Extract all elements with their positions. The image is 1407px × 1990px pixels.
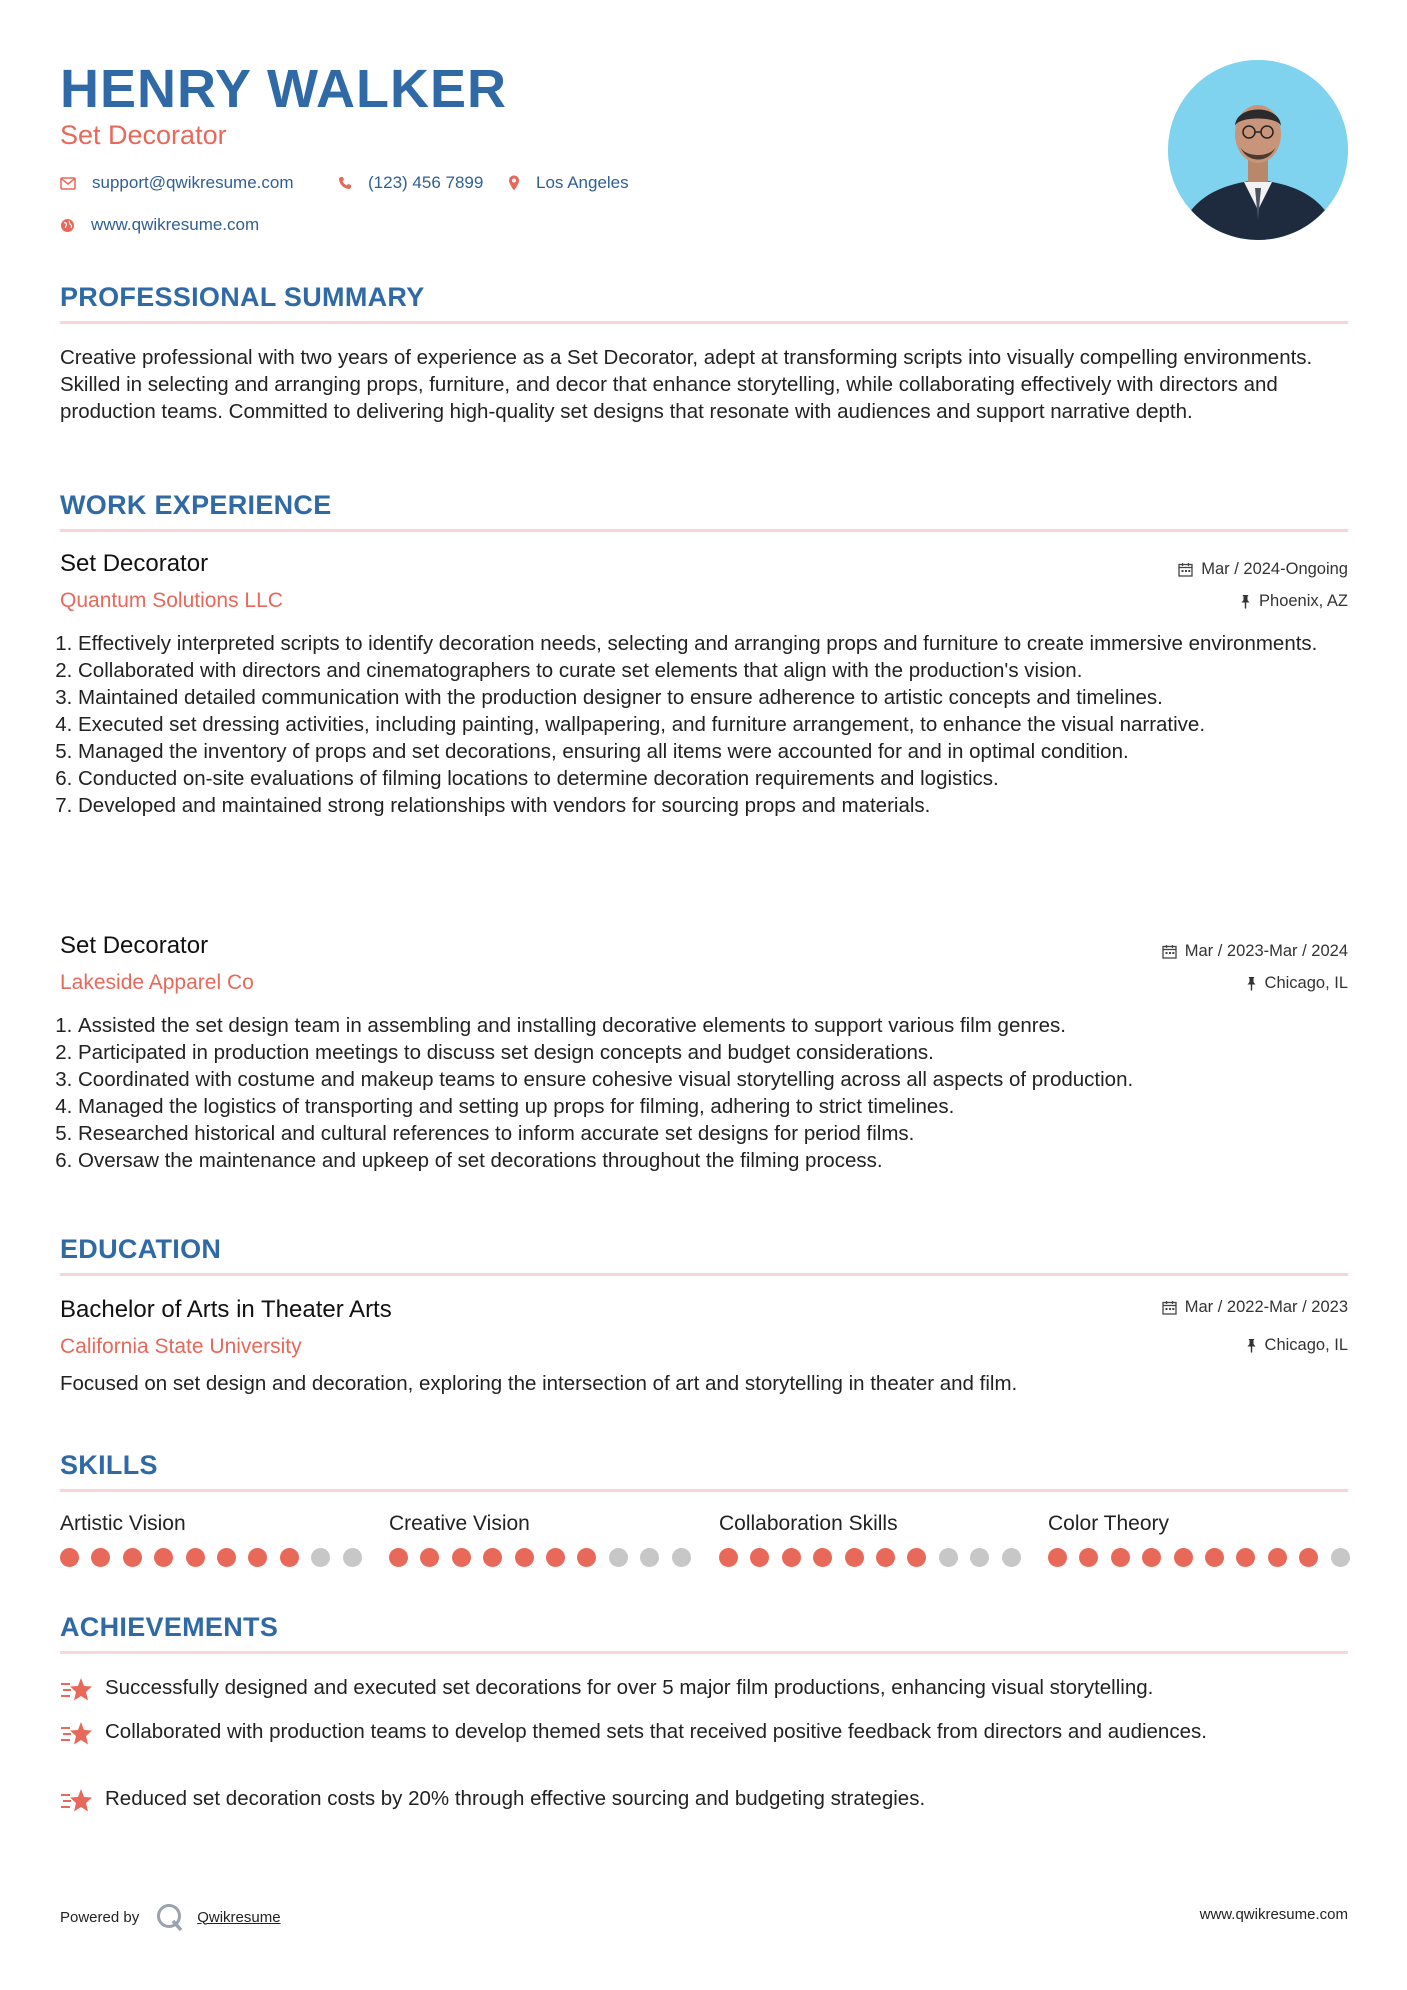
skill-dot-filled [1268,1548,1287,1567]
globe-icon [60,218,75,233]
skill-dot-filled [546,1548,565,1567]
candidate-name: HENRY WALKER [60,59,508,119]
achievement-text: Successfully designed and executed set decorations for over 5 major film productions, enhancing visual storytelling. [105,1676,1154,1699]
skill-rating [719,1548,1033,1567]
skill-dot-filled [217,1548,236,1567]
contact-phone[interactable] [338,173,483,193]
contact-email[interactable] [60,173,294,193]
job-date-text: Mar / 2023-Mar / 2024 [1184,942,1348,960]
list-item: 2. Collaborated with directors and cinematographers to curate set elements that align with the production's vision. [78,657,1368,684]
skill-dot-filled [813,1548,832,1567]
achievement-text: Reduced set decoration costs by 20% through effective sourcing and budgeting strategies. [105,1787,926,1810]
job-bullets [60,1012,1368,1174]
list-item: 2. Participated in production meetings to discuss set design concepts and budget considerations. [78,1039,1368,1066]
job-date [1178,560,1348,579]
job-title: Set Decorator [60,932,209,959]
pushpin-icon [1246,976,1257,991]
pushpin-icon [1240,594,1251,609]
job-date-text: Mar / 2024-Ongoing [1201,560,1348,578]
qwikresume-logo-icon [155,1902,185,1932]
skill-dot-filled [515,1548,534,1567]
list-item: 1. Assisted the set design team in assembling and installing decorative elements to support various film genres. [78,1012,1368,1039]
achievements-heading: ACHIEVEMENTS [60,1612,279,1642]
job-date [1162,942,1348,961]
calendar-icon [1178,562,1193,577]
job-location [1240,592,1348,611]
skill-dot-filled [186,1548,205,1567]
skills-heading: SKILLS [60,1450,158,1480]
job-location-text: Chicago, IL [1264,974,1348,992]
skill-dot-filled [389,1548,408,1567]
skill-dot-filled [1142,1548,1161,1567]
skill-dot-filled [845,1548,864,1567]
education-location-text: Chicago, IL [1264,1336,1348,1354]
skill-dot-filled [452,1548,471,1567]
job-bullets [60,630,1368,819]
shooting-star-icon [60,1720,93,1747]
list-item: 5. Researched historical and cultural references to inform accurate set designs for period films. [78,1120,1368,1147]
skill-dot-filled [280,1548,299,1567]
skill-name: Color Theory [1048,1512,1169,1535]
job-title: Set Decorator [60,550,209,577]
education-location [1246,1336,1348,1355]
skill-dot-filled [60,1548,79,1567]
skill-dot-empty [311,1548,330,1567]
job-location-text: Phoenix, AZ [1259,592,1348,610]
skill-name: Collaboration Skills [719,1512,898,1535]
qwikresume-link[interactable]: Qwikresume [197,1908,281,1926]
section-divider [60,1489,1348,1492]
calendar-icon [1162,944,1177,959]
skill-dot-filled [1174,1548,1193,1567]
skill-dot-filled [719,1548,738,1567]
skill-name: Artistic Vision [60,1512,186,1535]
portrait-illustration [1168,60,1348,240]
skill-dot-filled [483,1548,502,1567]
job-location [1246,974,1348,993]
company-name: Lakeside Apparel Co [60,971,254,994]
skill-dot-filled [1048,1548,1067,1567]
section-divider [60,1273,1348,1276]
education-date [1162,1298,1348,1317]
list-item: 4. Executed set dressing activities, including painting, wallpapering, and furniture arrangement, to enhance the visual narrative. [78,711,1368,738]
school-name: California State University [60,1335,302,1358]
contact-website[interactable] [60,215,259,235]
achievement-item [60,1674,1350,1703]
experience-heading: WORK EXPERIENCE [60,490,332,520]
skill-rating [389,1548,703,1567]
skill-dot-filled [577,1548,596,1567]
calendar-icon [1162,1300,1177,1315]
skill-dot-filled [1079,1548,1098,1567]
website-text: www.qwikresume.com [91,215,260,234]
skill-name: Creative Vision [389,1512,530,1535]
powered-by-label: Powered by [60,1908,140,1926]
skill-dot-empty [970,1548,989,1567]
shooting-star-icon [60,1787,93,1814]
footer-powered-by [60,1902,281,1932]
mail-icon [60,177,76,190]
phone-icon [338,176,352,190]
phone-text: (123) 456 7899 [368,173,484,192]
list-item: 4. Managed the logistics of transporting and setting up props for filming, adhering to strict timelines. [78,1093,1368,1120]
degree-title: Bachelor of Arts in Theater Arts [60,1296,392,1323]
education-heading: EDUCATION [60,1234,222,1264]
skill-rating [60,1548,374,1567]
section-divider [60,1651,1348,1654]
education-date-text: Mar / 2022-Mar / 2023 [1184,1298,1348,1316]
pushpin-icon [1246,1338,1257,1353]
section-divider [60,529,1348,532]
achievement-item [60,1718,1350,1747]
skill-dot-filled [248,1548,267,1567]
skill-dot-filled [1205,1548,1224,1567]
candidate-role: Set Decorator [60,120,227,150]
skill-dot-empty [672,1548,691,1567]
skill-dot-filled [91,1548,110,1567]
section-divider [60,321,1348,324]
skill-dot-empty [609,1548,628,1567]
location-text: Los Angeles [536,173,629,192]
company-name: Quantum Solutions LLC [60,589,283,612]
skill-dot-empty [640,1548,659,1567]
education-description: Focused on set design and decoration, exploring the intersection of art and storytelling in theater and film. [60,1372,1018,1395]
skill-dot-filled [1299,1548,1318,1567]
contact-location [508,173,629,193]
list-item: 3. Coordinated with costume and makeup teams to ensure cohesive visual storytelling across all aspects of production. [78,1066,1368,1093]
skill-dot-filled [1236,1548,1255,1567]
skill-dot-filled [907,1548,926,1567]
list-item: 6. Oversaw the maintenance and upkeep of set decorations throughout the filming process. [78,1147,1368,1174]
skill-dot-filled [876,1548,895,1567]
achievement-text: Collaborated with production teams to develop themed sets that received positive feedback from directors and audiences. [105,1720,1207,1743]
footer-website[interactable]: www.qwikresume.com [1199,1906,1348,1923]
skill-dot-filled [1111,1548,1130,1567]
skill-rating [1048,1548,1362,1567]
achievement-item [60,1785,1350,1814]
summary-text: Creative professional with two years of experience as a Set Decorator, adept at transforming scripts into visually compelling environments. Skilled in selecting and arranging props, furniture, and decor that enhance storytelling, while collaborating effectively with directors and production teams. Committed to delivering high-quality set designs that resonate with audiences and support narrative depth. [60,346,1313,423]
list-item: 6. Conducted on-site evaluations of filming locations to determine decoration requirements and logistics. [78,765,1368,792]
profile-photo [1168,60,1348,240]
skill-dot-filled [782,1548,801,1567]
skill-dot-empty [1002,1548,1021,1567]
skill-dot-filled [750,1548,769,1567]
shooting-star-icon [60,1676,93,1703]
list-item: 3. Maintained detailed communication with the production designer to ensure adherence to artistic concepts and timelines. [78,684,1368,711]
list-item: 5. Managed the inventory of props and set decorations, ensuring all items were accounted for and in optimal condition. [78,738,1368,765]
skill-dot-empty [343,1548,362,1567]
skill-dot-empty [1331,1548,1350,1567]
summary-heading: PROFESSIONAL SUMMARY [60,282,425,312]
skill-dot-filled [154,1548,173,1567]
list-item: 7. Developed and maintained strong relationships with vendors for sourcing props and materials. [78,792,1368,819]
location-pin-icon [508,175,520,191]
skill-dot-filled [420,1548,439,1567]
skill-dot-empty [939,1548,958,1567]
email-text: support@qwikresume.com [92,173,294,192]
skill-dot-filled [123,1548,142,1567]
list-item: 1. Effectively interpreted scripts to identify decoration needs, selecting and arranging props and furniture to create immersive environments. [78,630,1368,657]
